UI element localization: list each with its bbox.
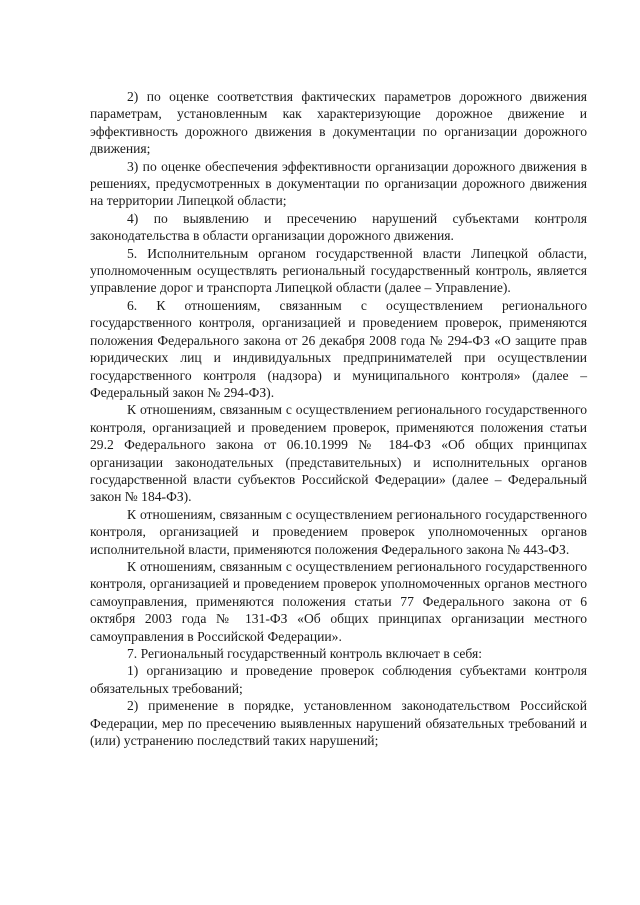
paragraph-section-6-law-443: К отношениям, связанным с осуществлением регионального государственного контроля, организацией и проведением проверок уполномоченных органов исполнительной власти, применяются положения Федерального закона № 443-ФЗ. — [90, 506, 587, 557]
paragraph-item-3: 3) по оценке обеспечения эффективности организации дорожного движения в решениях, предусмотренных в документации по организации дорожного движения на территории Липецкой области; — [90, 158, 587, 209]
paragraph-section-7-item-1: 1) организацию и проведение проверок соблюдения субъектами контроля обязательных требований; — [90, 663, 587, 696]
paragraph-section-6-law-184: К отношениям, связанным с осуществлением регионального государственного контроля, организацией и проведением проверок, применяются положения статьи 29.2 Федерального закона от 06.10.1999 № 184-ФЗ «Об общих принципах организации законодательных (представительных) и исполнительных органов государственной власти субъектов Российской Федерации» (далее – Федеральный закон № 184-ФЗ). — [90, 402, 587, 505]
paragraph-section-7: 7. Региональный государственный контроль включает в себя: — [127, 646, 482, 661]
paragraph-section-6: 6. К отношениям, связанным с осуществлением регионального государственного контроля, организацией и проведением проверок, применяются положения Федерального закона от 26 декабря 2008 года № 294-ФЗ «О защите прав юридических лиц и индивидуальных предпринимателей при осуществлении государственного контроля (надзора) и муниципального контроля» (далее – Федеральный закон № 294-ФЗ). — [90, 297, 587, 400]
document-body — [90, 88, 587, 749]
paragraph-section-5: 5. Исполнительным органом государственной власти Липецкой области, уполномоченным осуществлять региональный государственный контроль, является управление дорог и транспорта Липецкой области (далее – Управление). — [90, 245, 587, 296]
paragraph-item-2: 2) по оценке соответствия фактических параметров дорожного движения параметрам, установленным как характеризующие дорожное движение и эффективность дорожного движения в документации по организации дорожного движения; — [90, 89, 587, 157]
paragraph-item-4: 4) по выявлению и пресечению нарушений субъектами контроля законодательства в области организации дорожного движения. — [90, 210, 587, 244]
paragraph-section-7-item-2: 2) применение в порядке, установленном законодательством Российской Федерации, мер по пресечению выявленных нарушений обязательных требований и (или) устранению последствий таких нарушений; — [90, 698, 587, 749]
paragraph-section-6-law-131: К отношениям, связанным с осуществлением регионального государственного контроля, организацией и проведением проверок уполномоченных органов местного самоуправления, применяются положения статьи 77 Федерального закона от 6 октября 2003 года № 131-ФЗ «Об общих принципах организации местного самоуправления в Российской Федерации». — [90, 558, 587, 644]
